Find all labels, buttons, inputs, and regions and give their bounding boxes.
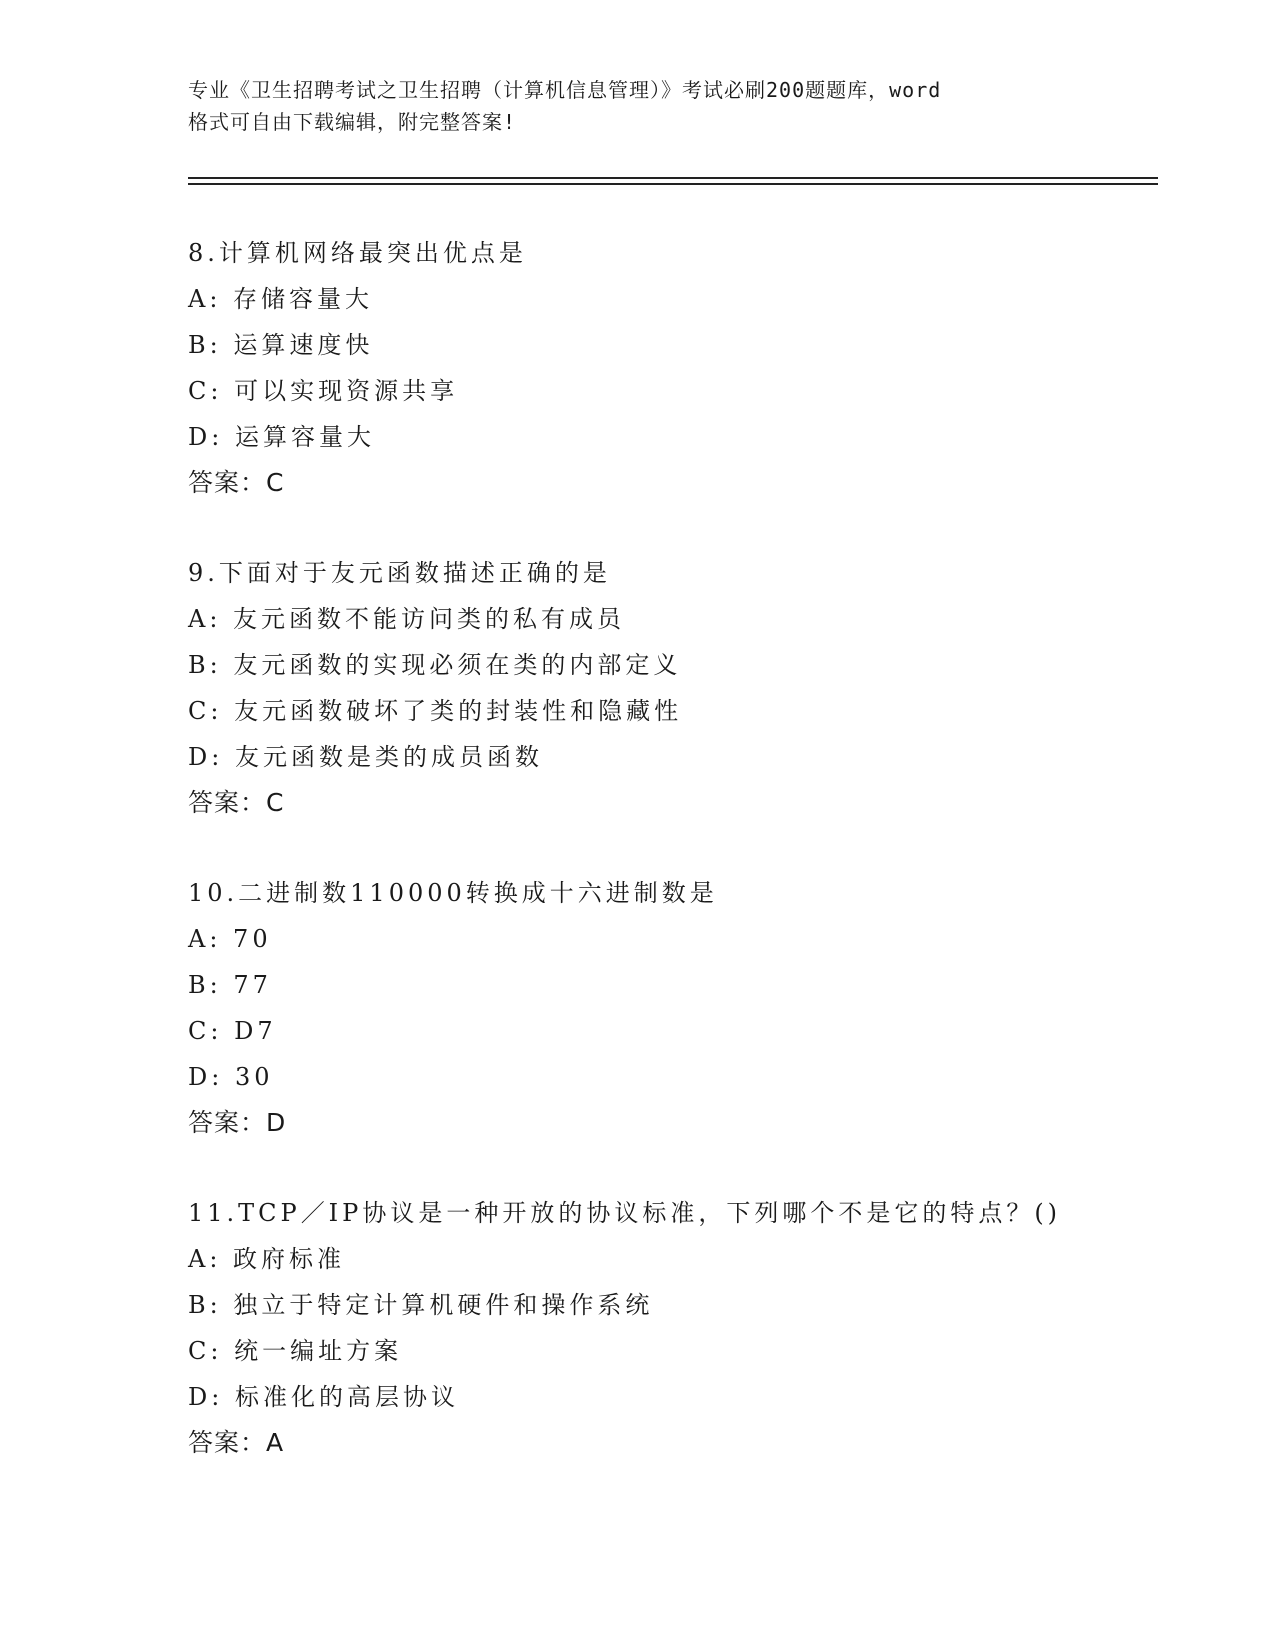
question-9	[188, 550, 1188, 826]
option-d: D: 标准化的高层协议	[188, 1383, 459, 1411]
option-c: C: D7	[188, 1017, 277, 1045]
question-stem: 10.二进制数110000转换成十六进制数是	[188, 879, 718, 907]
answer-line: 答案：C	[188, 788, 285, 817]
option-a: A: 政府标准	[188, 1245, 346, 1273]
answer-line: 答案：A	[188, 1428, 285, 1457]
option-c: C: 统一编址方案	[188, 1337, 403, 1365]
option-a: A: 70	[188, 925, 272, 953]
option-a: A: 存储容量大	[188, 285, 374, 313]
question-10	[188, 870, 1188, 1146]
option-d: D: 30	[188, 1063, 274, 1091]
document-header	[188, 74, 1088, 138]
option-b: B: 独立于特定计算机硬件和操作系统	[188, 1291, 654, 1319]
option-b: B: 77	[188, 971, 272, 999]
question-stem: 8.计算机网络最突出优点是	[188, 239, 527, 267]
answer-line: 答案：C	[188, 468, 285, 497]
option-c: C: 可以实现资源共享	[188, 377, 459, 405]
answer-line: 答案：D	[188, 1108, 287, 1137]
question-11	[188, 1190, 1188, 1466]
header-line-2: 格式可自由下载编辑，附完整答案!	[188, 110, 517, 134]
header-divider-bottom	[188, 183, 1158, 185]
question-stem: 9.下面对于友元函数描述正确的是	[188, 559, 611, 587]
option-d: D: 友元函数是类的成员函数	[188, 743, 543, 771]
option-d: D: 运算容量大	[188, 423, 375, 451]
header-line-1: 专业《卫生招聘考试之卫生招聘（计算机信息管理）》考试必刷200题题库，word	[188, 78, 942, 102]
option-a: A: 友元函数不能访问类的私有成员	[188, 605, 626, 633]
header-divider-top	[188, 177, 1158, 179]
option-b: B: 运算速度快	[188, 331, 374, 359]
question-stem: 11.TCP／IP协议是一种开放的协议标准，下列哪个不是它的特点？()	[188, 1199, 1062, 1227]
question-8	[188, 230, 1188, 506]
option-c: C: 友元函数破坏了类的封装性和隐藏性	[188, 697, 683, 725]
option-b: B: 友元函数的实现必须在类的内部定义	[188, 651, 682, 679]
